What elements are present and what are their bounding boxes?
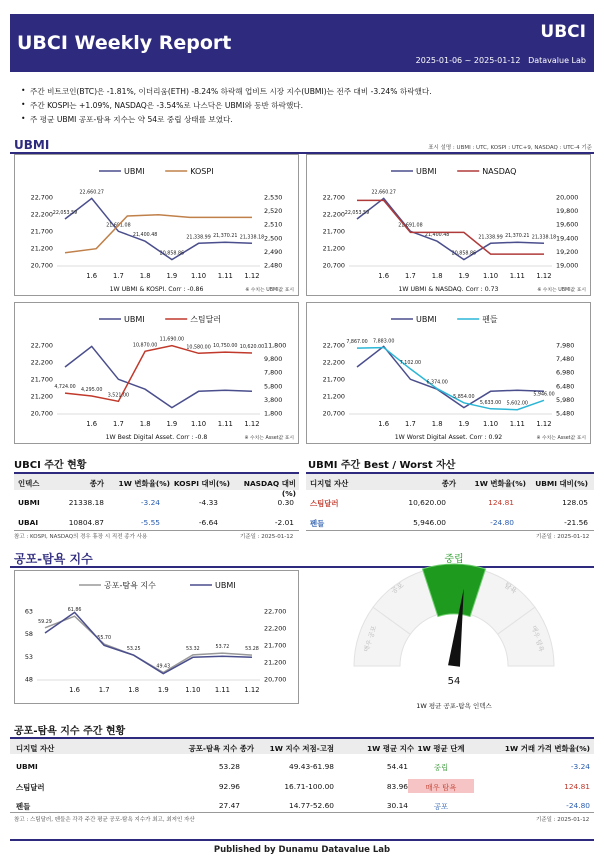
y-tick-right: 2,520	[264, 207, 283, 216]
x-tick: 1.7	[405, 272, 416, 280]
ubci-table-title: UBCI 주간 현황	[14, 460, 87, 471]
legend-label: 스팀달러	[190, 315, 222, 324]
data-label: 59.29	[38, 619, 52, 625]
chart-note: ※ 수치는 UBMI값 표시	[245, 288, 294, 293]
table-cell: 스팀달러	[310, 499, 339, 508]
y-tick-right: 3,800	[264, 395, 283, 404]
y-tick-right: 6,480	[556, 382, 575, 391]
col-header: 공포-탐욕 지수 종가	[188, 744, 254, 753]
col-header: 1W 변화율(%)	[474, 479, 526, 488]
chart-worst-asset	[306, 302, 591, 444]
chart-note: ※ 수치는 UBMI값 표시	[537, 288, 586, 293]
x-tick: 1.7	[405, 420, 416, 428]
legend-label: UBMI	[215, 581, 236, 590]
data-label: 6,374.00	[426, 380, 448, 386]
y-tick-left: 22,700	[30, 341, 53, 350]
y-tick-left: 63	[24, 607, 33, 616]
col-header: 1W 변화율(%)	[118, 479, 170, 488]
y-tick-left: 22,700	[322, 193, 345, 202]
table-cell: 10,620.00	[408, 498, 446, 507]
y-tick-left: 22,200	[30, 210, 53, 219]
y-tick-left: 20,700	[322, 409, 345, 418]
col-header: 종가	[441, 479, 456, 488]
x-tick: 1.10	[483, 272, 499, 280]
x-tick: 1.9	[166, 420, 178, 428]
chart-best-asset	[14, 302, 299, 444]
x-tick: 1.8	[431, 420, 443, 428]
legend-label: KOSPI	[190, 167, 214, 176]
chart-ubmi-kospi	[14, 154, 299, 296]
legend-label: UBMI	[416, 167, 437, 176]
chart-svg	[307, 303, 590, 443]
series-line-1	[45, 612, 252, 673]
table-cell: 30.14	[386, 801, 408, 810]
x-tick: 1.7	[113, 272, 124, 280]
col-header: 1W 거래 가격 변화율(%)	[504, 744, 590, 753]
x-tick: 1.9	[458, 420, 470, 428]
x-tick: 1.10	[185, 686, 201, 694]
chart-caption: 1W Worst Digital Asset. Corr : 0.92	[394, 434, 503, 441]
gauge-value: 54	[447, 676, 461, 687]
date-range-text: 2025-01-06 ~ 2025-01-12	[415, 56, 521, 65]
x-tick: 1.12	[244, 272, 260, 280]
data-label: 55.70	[97, 636, 112, 642]
x-tick: 1.11	[509, 420, 525, 428]
y-tick-right: 19,600	[556, 220, 579, 229]
legend-label: 펜들	[482, 315, 498, 324]
x-tick: 1.8	[139, 420, 151, 428]
data-label: 20,858.86	[451, 251, 477, 257]
y-tick-right: 5,800	[264, 382, 283, 391]
x-tick: 1.6	[378, 420, 390, 428]
gauge-state-label: 중립	[444, 554, 464, 565]
table-cell: 5,946.00	[413, 518, 446, 527]
y-tick-right: 21,700	[264, 641, 287, 650]
x-tick: 1.12	[536, 272, 552, 280]
y-tick-left: 58	[24, 630, 33, 639]
col-header: 1W 평균 단계	[417, 744, 465, 753]
y-tick-right: 9,800	[264, 355, 283, 364]
gauge-svg	[306, 554, 594, 720]
x-tick: 1.6	[69, 686, 80, 694]
y-tick-left: 20,700	[30, 261, 53, 270]
data-label: 4,295.00	[81, 388, 103, 394]
x-tick: 1.9	[458, 272, 470, 280]
y-tick-left: 21,200	[30, 244, 53, 253]
x-tick: 1.7	[113, 420, 124, 428]
series-line-1	[357, 200, 544, 254]
data-label: 7,867.00	[346, 340, 368, 346]
x-tick: 1.10	[483, 420, 499, 428]
x-tick: 1.11	[214, 686, 230, 694]
data-label: 7,102.00	[399, 360, 422, 366]
table-cell: 124.81	[488, 498, 514, 507]
data-label: 4,724.00	[54, 385, 76, 391]
y-tick-left: 21,700	[30, 227, 53, 236]
data-label: 22,660.27	[79, 190, 104, 196]
table-cell: 49.43-61.98	[289, 762, 334, 771]
y-tick-left: 22,700	[30, 193, 53, 202]
x-tick: 1.9	[166, 272, 178, 280]
col-header: 종가	[89, 479, 104, 488]
best-worst-table	[306, 474, 594, 534]
y-tick-left: 22,200	[322, 210, 345, 219]
data-label: 5,854.00	[453, 394, 475, 400]
report-title: UBCI Weekly Report	[17, 32, 232, 54]
chart-svg	[15, 303, 298, 443]
y-tick-right: 7,480	[556, 355, 575, 364]
col-header: NASDAQ 대비(%)	[243, 479, 296, 498]
y-tick-right: 2,480	[264, 261, 283, 270]
x-tick: 1.8	[128, 686, 140, 694]
data-label: 53.72	[215, 645, 230, 651]
legend-label: UBMI	[124, 167, 145, 176]
brand-label: UBCI	[540, 22, 586, 42]
data-label: 53.28	[245, 647, 259, 653]
y-tick-left: 20,700	[30, 409, 53, 418]
y-tick-right: 19,800	[556, 207, 579, 216]
data-label: 5,602.00	[506, 401, 528, 407]
table-divider	[306, 530, 594, 531]
table-cell: -24.80	[566, 801, 590, 810]
y-tick-right: 22,200	[264, 624, 287, 633]
data-label: 53.32	[185, 646, 200, 652]
col-header: KOSPI 대비(%)	[173, 479, 230, 488]
y-tick-left: 21,200	[30, 392, 53, 401]
x-tick: 1.11	[509, 272, 525, 280]
table-cell: -3.24	[140, 498, 160, 507]
fear-greed-gauge	[306, 554, 594, 720]
x-tick: 1.12	[244, 686, 260, 694]
x-tick: 1.10	[191, 272, 207, 280]
report-header	[10, 14, 594, 72]
legend-label: UBMI	[124, 315, 145, 324]
data-label: 21,400.48	[132, 233, 158, 239]
data-label: 53.25	[126, 647, 141, 653]
data-label: 10,620.00	[239, 345, 265, 351]
fg-section-title: 공포-탐욕 지수	[14, 552, 93, 566]
table-cell: 83.96	[386, 782, 408, 791]
legend-label: NASDAQ	[482, 167, 517, 176]
y-tick-left: 21,200	[322, 392, 345, 401]
table-cell: 펜들	[16, 802, 31, 811]
best-worst-title: UBMI 주간 Best / Worst 자산	[308, 460, 456, 471]
x-tick: 1.6	[378, 272, 390, 280]
table-cell: UBMI	[18, 498, 40, 507]
ubmi-section-note: 표시 설명 : UBMI : UTC, KOSPI : UTC+9, NASDAQ : UTC-4 기준	[428, 145, 592, 151]
fg-table-title: 공포-탐욕 지수 주간 현황	[14, 726, 126, 737]
x-tick: 1.10	[191, 420, 207, 428]
y-tick-right: 19,000	[556, 261, 579, 270]
best-table-date: 기준일 : 2025-01-12	[536, 534, 590, 540]
chart-caption: 1W UBMI & KOSPI. Corr : -0.86	[109, 286, 204, 293]
gauge-label-fear: 공포	[389, 581, 406, 596]
chart-caption: 1W Best Digital Asset. Corr : -0.8	[105, 434, 208, 441]
footer: Published by Dunamu Datavalue Lab	[10, 839, 594, 857]
y-tick-left: 22,200	[322, 358, 345, 367]
chart-ubmi-nasdaq	[306, 154, 591, 296]
col-header: 디지털 자산	[16, 744, 55, 753]
chart-svg	[15, 571, 298, 703]
x-tick: 1.7	[98, 686, 110, 694]
data-label: 21,691.08	[398, 223, 423, 229]
series-line-0	[357, 198, 544, 259]
gauge-label-extreme-greed: 매우 탐욕	[529, 624, 546, 653]
data-label: 21,370.21	[213, 234, 238, 240]
section-divider	[10, 566, 594, 568]
series-line-0	[65, 346, 252, 407]
table-cell: -2.01	[274, 518, 294, 527]
gauge-caption: 1W 평균 공포-탐욕 인덱스	[416, 702, 492, 710]
table-cell: 53.28	[218, 762, 240, 771]
y-tick-right: 19,200	[556, 247, 579, 256]
date-range	[416, 56, 586, 65]
ubci-table-date: 기준일 : 2025-01-12	[240, 534, 294, 540]
y-tick-right: 5,480	[556, 409, 575, 418]
y-tick-left: 53	[24, 652, 33, 661]
series-line-0	[357, 346, 544, 407]
y-tick-right: 2,510	[264, 220, 283, 229]
table-cell: 스팀달러	[16, 783, 45, 792]
legend-label: 공포-탐욕 지수	[104, 581, 156, 590]
x-tick: 1.6	[86, 272, 98, 280]
data-label: 21,338.99	[186, 235, 211, 241]
table-cell: UBAI	[18, 518, 39, 527]
x-tick: 1.11	[217, 272, 233, 280]
y-tick-right: 2,530	[264, 193, 283, 202]
y-tick-right: 19,400	[556, 234, 579, 243]
table-cell: -24.80	[490, 518, 514, 527]
ubci-table	[14, 474, 299, 534]
table-cell: 중립	[433, 763, 449, 772]
chart-fear-greed	[14, 570, 299, 704]
x-tick: 1.12	[244, 420, 260, 428]
x-tick: 1.12	[536, 420, 552, 428]
data-label: 22,660.27	[371, 190, 396, 196]
chart-note: ※ 수치는 Asset값 표시	[244, 436, 294, 441]
table-cell: UBMI	[16, 762, 38, 771]
table-cell: 16.71-100.00	[284, 782, 334, 791]
y-tick-right: 6,980	[556, 368, 575, 377]
table-cell: -6.64	[198, 518, 218, 527]
data-label: 21,370.21	[505, 234, 530, 240]
data-label: 10,750.00	[213, 344, 238, 350]
table-divider	[10, 812, 594, 813]
series-line-0	[65, 198, 252, 259]
y-tick-left: 21,200	[322, 244, 345, 253]
table-cell: 21338.18	[68, 498, 104, 507]
y-tick-right: 11,800	[264, 341, 287, 350]
table-cell: 54.41	[386, 762, 408, 771]
lab-label: Datavalue Lab	[528, 56, 586, 65]
y-tick-left: 22,700	[322, 341, 345, 350]
data-label: 49.43	[156, 664, 171, 670]
data-label: 21,400.48	[424, 233, 450, 239]
col-header: UBMI 대비(%)	[535, 479, 588, 488]
y-tick-right: 2,500	[264, 234, 283, 243]
y-tick-left: 20,700	[322, 261, 345, 270]
y-tick-right: 7,980	[556, 341, 575, 350]
y-tick-left: 21,700	[322, 375, 345, 384]
table-cell: 128.05	[562, 498, 588, 507]
chart-svg	[15, 155, 298, 295]
data-label: 21,338.18	[531, 235, 557, 241]
summary-bullet: • 주간 KOSPI는 +1.09%, NASDAQ은 -3.54%로 나스닥은 UBMI와 동반 하락했다.	[30, 100, 303, 111]
table-cell: 124.81	[564, 782, 590, 791]
x-tick: 1.11	[217, 420, 233, 428]
y-tick-right: 2,490	[264, 247, 283, 256]
col-header: 1W 평균 지수	[367, 744, 414, 753]
table-cell: -3.24	[570, 762, 590, 771]
fg-table-date: 기준일 : 2025-01-12	[536, 817, 590, 823]
table-cell: 14.77-52.60	[289, 801, 334, 810]
x-tick: 1.8	[139, 272, 151, 280]
summary-bullet: • 주간 비트코인(BTC)은 -1.81%, 이더리움(ETH) -8.24% 하락해 업비트 시장 지수(UBMI)는 전주 대비 -3.24% 하락했다.	[30, 86, 432, 97]
gauge-label-greed: 탐욕	[502, 581, 519, 596]
x-tick: 1.8	[431, 272, 443, 280]
ubci-table-note: 참고 : KOSPI, NASDAQ의 경우 휴장 시 직전 종가 사용	[14, 534, 148, 540]
ubmi-section-title: UBMI	[14, 138, 50, 152]
y-tick-right: 20,000	[556, 193, 579, 202]
table-cell: 27.47	[218, 801, 240, 810]
table-cell: 매우 탐욕	[425, 783, 457, 792]
table-cell: 펜들	[310, 519, 325, 528]
data-label: 22,053.59	[344, 210, 370, 216]
data-label: 10,870.00	[132, 343, 158, 349]
col-header: 인덱스	[18, 479, 40, 488]
x-tick: 1.9	[157, 686, 169, 694]
table-cell: -21.56	[564, 518, 588, 527]
gauge-label-extreme-fear: 매우 공포	[362, 624, 379, 653]
data-label: 20,858.86	[159, 251, 185, 257]
series-line-1	[357, 348, 544, 410]
table-cell: -4.33	[198, 498, 218, 507]
y-tick-left: 22,200	[30, 358, 53, 367]
data-label: 10,580.00	[186, 345, 211, 351]
y-tick-right: 20,700	[264, 675, 287, 684]
table-divider	[14, 530, 299, 531]
col-header: 1W 지수 저점-고점	[269, 744, 334, 753]
table-cell: -5.55	[140, 518, 160, 527]
summary-bullet: • 주 평균 UBMI 공포-탐욕 지수는 약 54로 중립 상태를 보였다.	[30, 114, 233, 125]
table-cell: 공포	[433, 802, 449, 811]
y-tick-right: 7,800	[264, 368, 283, 377]
chart-note: ※ 수치는 Asset값 표시	[536, 436, 586, 441]
data-label: 5,633.00	[479, 400, 502, 406]
data-label: 7,883.00	[373, 339, 395, 345]
fg-table-note: 참고 : 스팀달러, 펜들은 각각 주간 평균 공포-탐욕 지수가 최고, 최저인 자산	[14, 817, 195, 823]
chart-caption: 1W UBMI & NASDAQ. Corr : 0.73	[398, 286, 499, 293]
y-tick-right: 1,800	[264, 409, 283, 418]
data-label: 11,690.00	[159, 337, 185, 343]
data-label: 21,691.08	[106, 223, 131, 229]
col-header: 디지털 자산	[310, 479, 349, 488]
table-cell: 10804.87	[68, 518, 104, 527]
y-tick-left: 21,700	[322, 227, 345, 236]
table-cell: 0.30	[277, 498, 294, 507]
y-tick-right: 22,700	[264, 607, 287, 616]
y-tick-left: 21,700	[30, 375, 53, 384]
data-label: 5,946.00	[533, 392, 555, 398]
data-label: 21,338.99	[478, 235, 503, 241]
x-tick: 1.6	[86, 420, 98, 428]
data-label: 3,521.00	[107, 393, 130, 399]
data-label: 61.86	[67, 608, 82, 614]
data-label: 21,338.18	[239, 235, 265, 241]
y-tick-right: 21,200	[264, 658, 287, 667]
fg-table	[10, 739, 594, 815]
data-label: 22,053.59	[52, 210, 78, 216]
y-tick-left: 48	[24, 675, 33, 684]
y-tick-right: 5,980	[556, 395, 575, 404]
legend-label: UBMI	[416, 315, 437, 324]
table-cell: 92.96	[218, 782, 240, 791]
chart-svg	[307, 155, 590, 295]
